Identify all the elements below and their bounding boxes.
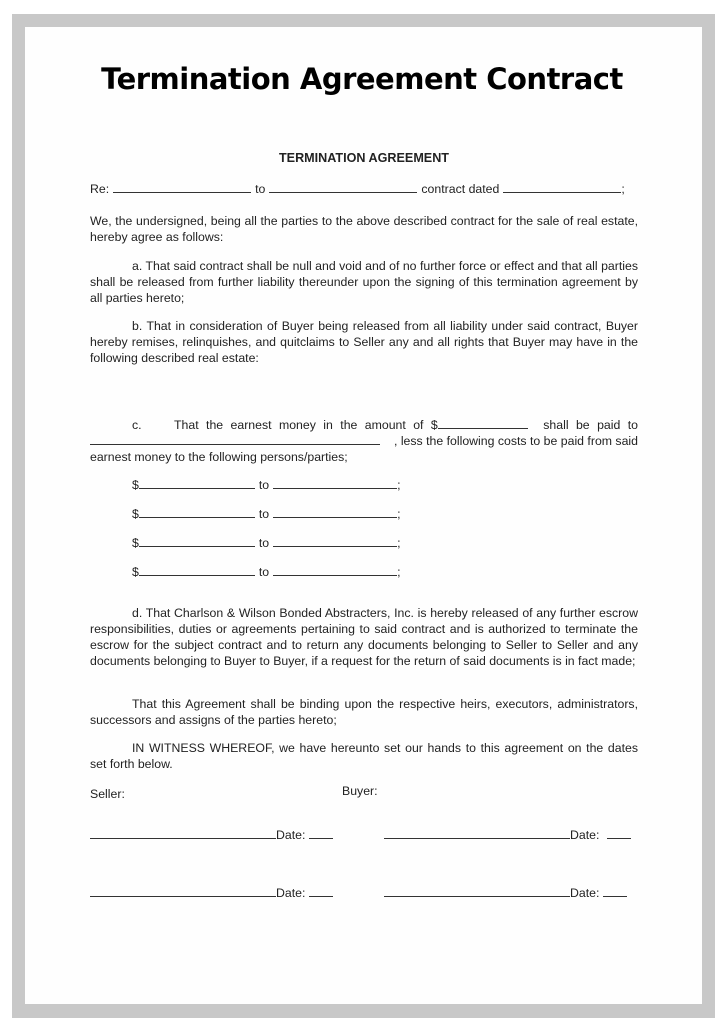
cost-recipient-field[interactable] bbox=[273, 477, 397, 489]
cost-amount-field[interactable] bbox=[139, 506, 255, 518]
clause-a: a. That said contract shall be null and void and of no further force or effect and that all parties shall be released from further liability thereunder upon the signing of this termination agreement by all parties hereto; bbox=[90, 259, 638, 305]
to-field[interactable] bbox=[269, 181, 417, 193]
seller-date-field[interactable] bbox=[309, 827, 333, 839]
buyer-date-field[interactable] bbox=[607, 827, 631, 839]
dollar-sign: $ bbox=[132, 536, 139, 550]
row-end: ; bbox=[397, 565, 401, 579]
dollar-sign: $ bbox=[132, 565, 139, 579]
cost-row bbox=[132, 564, 401, 580]
seller-signature-field[interactable] bbox=[90, 827, 276, 839]
re-label: Re: bbox=[90, 182, 110, 196]
buyer-signature-field[interactable] bbox=[384, 827, 570, 839]
re-line bbox=[90, 181, 625, 197]
clause-c-text-less: , less the following costs to be paid from said bbox=[393, 434, 638, 448]
clause-b: b. That in consideration of Buyer being released from all liability under said contract, Buyer hereby remises, relinquishes, and quitclaims to Seller any and all rights that Buyer may have in the following described real estate: bbox=[90, 319, 638, 365]
agreement-document bbox=[90, 150, 638, 900]
seller-signature-line-2 bbox=[90, 885, 333, 901]
clause-c-text-paid: shall be paid to bbox=[543, 418, 638, 432]
page-title: Termination Agreement Contract bbox=[101, 62, 623, 96]
to-label: to bbox=[255, 182, 266, 196]
contract-date-field[interactable] bbox=[503, 181, 621, 193]
contract-dated-label: contract dated bbox=[421, 182, 500, 196]
cost-amount-field[interactable] bbox=[139, 535, 255, 547]
to-label: to bbox=[258, 536, 270, 550]
row-end: ; bbox=[397, 507, 401, 521]
cost-row bbox=[132, 477, 401, 493]
buyer-signature-line-2 bbox=[384, 885, 627, 901]
cost-amount-field[interactable] bbox=[139, 477, 255, 489]
to-label: to bbox=[258, 507, 270, 521]
to-label: to bbox=[258, 565, 270, 579]
seller-date-field[interactable] bbox=[309, 885, 333, 897]
buyer-label: Buyer: bbox=[342, 784, 378, 798]
cost-amount-field[interactable] bbox=[139, 564, 255, 576]
seller-signature-line-1 bbox=[90, 827, 333, 843]
buyer-signature-line-1 bbox=[384, 827, 631, 843]
clause-c-text-start: That the earnest money in the amount of $ bbox=[174, 418, 438, 432]
row-end: ; bbox=[397, 478, 401, 492]
cost-row bbox=[132, 535, 401, 551]
earnest-amount-field[interactable] bbox=[438, 417, 528, 429]
buyer-date-field[interactable] bbox=[603, 885, 627, 897]
cost-recipient-field[interactable] bbox=[273, 564, 397, 576]
clause-c-label: c. bbox=[132, 418, 142, 432]
dollar-sign: $ bbox=[132, 478, 139, 492]
cost-recipient-field[interactable] bbox=[273, 535, 397, 547]
dollar-sign: $ bbox=[132, 507, 139, 521]
clause-c-line-2 bbox=[90, 433, 638, 449]
document-heading: TERMINATION AGREEMENT bbox=[278, 151, 449, 165]
re-line-end: ; bbox=[621, 182, 625, 196]
binding-paragraph: That this Agreement shall be binding upon the respective heirs, executors, administrators, successors and assigns of the parties hereto; bbox=[90, 697, 638, 727]
re-field[interactable] bbox=[113, 181, 251, 193]
clause-c-text-end: earnest money to the following persons/parties; bbox=[90, 450, 348, 464]
buyer-signature-field[interactable] bbox=[384, 885, 570, 897]
clause-c-line-1 bbox=[90, 417, 638, 433]
date-label: Date: bbox=[276, 886, 306, 900]
cost-row bbox=[132, 506, 401, 522]
to-label: to bbox=[258, 478, 270, 492]
payee-field[interactable] bbox=[90, 433, 380, 445]
date-label: Date: bbox=[570, 828, 600, 842]
seller-signature-field[interactable] bbox=[90, 885, 276, 897]
cost-recipient-field[interactable] bbox=[273, 506, 397, 518]
date-label: Date: bbox=[570, 886, 600, 900]
date-label: Date: bbox=[276, 828, 306, 842]
row-end: ; bbox=[397, 536, 401, 550]
clause-c bbox=[90, 417, 638, 465]
clause-d: d. That Charlson & Wilson Bonded Abstracters, Inc. is hereby released of any further escrow responsibilities, duties or agreements pertaining to said contract and is authorized to terminate the escrow for the subject contract and to return any documents belonging to Seller to Seller and any documents belonging to Buyer to Buyer, if a request for the return of said documents is in fact made; bbox=[90, 606, 638, 668]
seller-label: Seller: bbox=[90, 787, 125, 801]
intro-paragraph: We, the undersigned, being all the parties to the above described contract for the sale of real estate, hereby agree as follows: bbox=[90, 214, 638, 244]
witness-paragraph: IN WITNESS WHEREOF, we have hereunto set our hands to this agreement on the dates set forth below. bbox=[90, 741, 638, 771]
